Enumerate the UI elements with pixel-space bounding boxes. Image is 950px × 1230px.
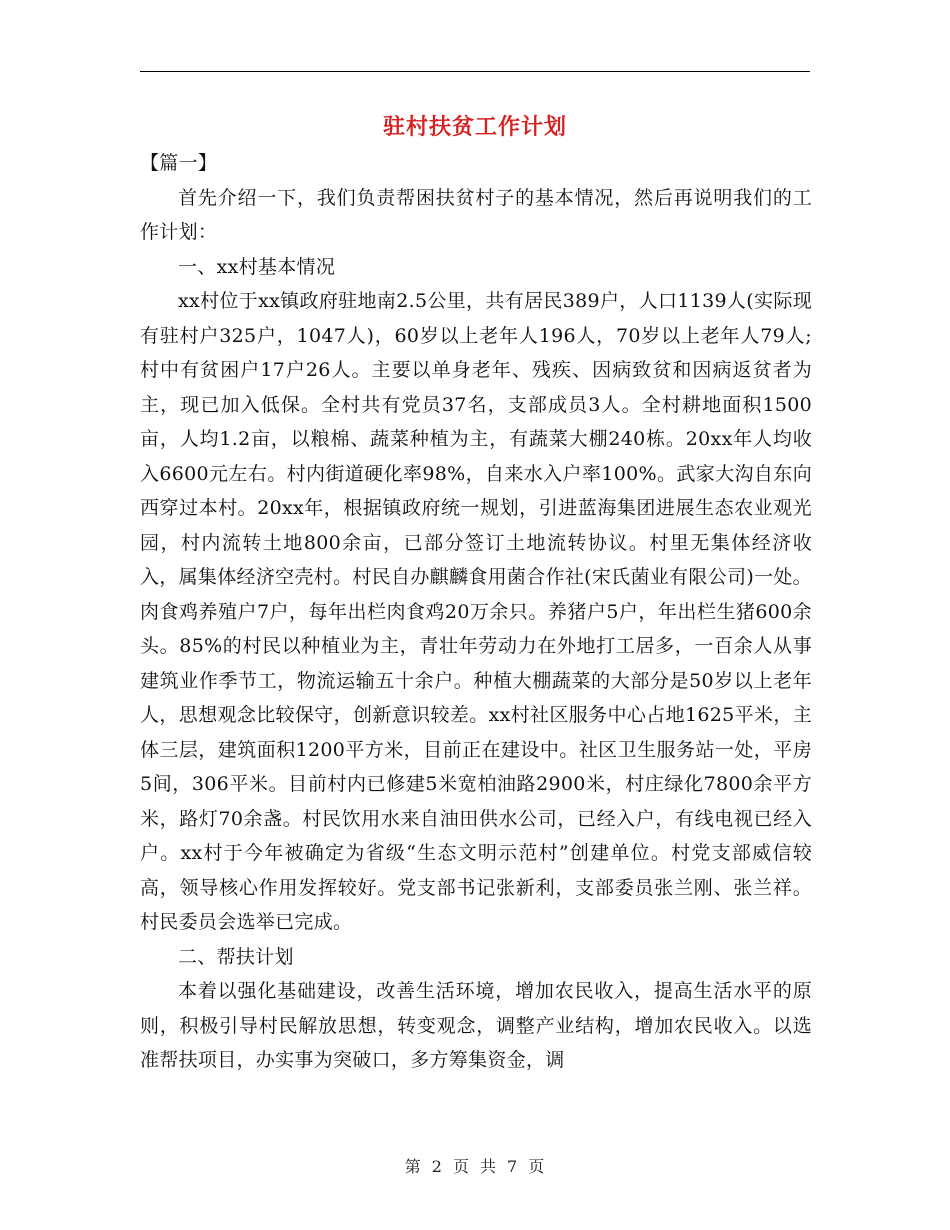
document-body: [140, 146, 812, 1078]
basic-info-paragraph: xx村位于xx镇政府驻地南2.5公里，共有居民389户，人口1139人(实际现有驻村户325户，1047人)，60岁以上老年人196人，70岁以上老年人79人;村中有贫困户17户26人。主要以单身老年、残疾、因病致贫和因病返贫者为主，现已加入低保。全村共有党员37名，支部成员3人。全村耕地面积1500亩，人均1.2亩，以粮棉、蔬菜种植为主，有蔬菜大棚240栋。20xx年人均收入6600元左右。村内街道硬化率98%，自来水入户率100%。武家大沟自东向西穿过本村。20xx年，根据镇政府统一规划，引进蓝海集团进展生态农业观光园，村内流转土地800余亩，已部分签订土地流转协议。村里无集体经济收入，属集体经济空壳村。村民自办麒麟食用菌合作社(宋氏菌业有限公司)一处。肉食鸡养殖户7户，每年出栏肉食鸡20万余只。养猪户5户，年出栏生猪600余头。85%的村民以种植业为主，青壮年劳动力在外地打工居多，一百余人从事建筑业作季节工，物流运输五十余户。种植大棚蔬菜的大部分是50岁以上老年人，思想观念比较保守，创新意识较差。xx村社区服务中心占地1625平米，主体三层，建筑面积1200平方米，目前正在建设中。社区卫生服务站一处，平房5间，306平米。目前村内已修建5米宽柏油路2900米，村庄绿化7800余平方米，路灯70余盏。村民饮用水来自油田供水公司，已经入户，有线电视已经入户。xx村于今年被确定为省级“生态文明示范村”创建单位。村党支部威信较高，领导核心作用发挥较好。党支部书记张新利，支部委员张兰刚、张兰祥。村民委员会选举已完成。: [140, 290, 812, 933]
current-page-number: 2: [431, 1157, 443, 1176]
footer-page-unit: 页: [452, 1157, 470, 1176]
section-heading-basic-info: 一、xx村基本情况: [178, 255, 336, 278]
header-rule: [140, 71, 810, 72]
footer-prefix: 第: [404, 1157, 422, 1176]
footer-suffix: 页: [528, 1157, 546, 1176]
page-footer: [0, 1154, 950, 1177]
plan-paragraph: 本着以强化基础建设，改善生活环境，增加农民收入，提高生活水平的原则，积极引导村民解放思想，转变观念，调整产业结构，增加农民收入。以选准帮扶项目，办实事为突破口，多方筹集资金，调: [140, 980, 812, 1071]
section-heading-plan: 二、帮扶计划: [178, 945, 294, 968]
total-pages-number: 7: [507, 1157, 519, 1176]
document-title: 驻村扶贫工作计划: [382, 114, 567, 140]
footer-total-word: 共: [480, 1157, 498, 1176]
section-label: 【篇一】: [140, 152, 218, 174]
intro-paragraph: 首先介绍一下，我们负责帮困扶贫村子的基本情况，然后再说明我们的工作计划：: [140, 186, 812, 243]
